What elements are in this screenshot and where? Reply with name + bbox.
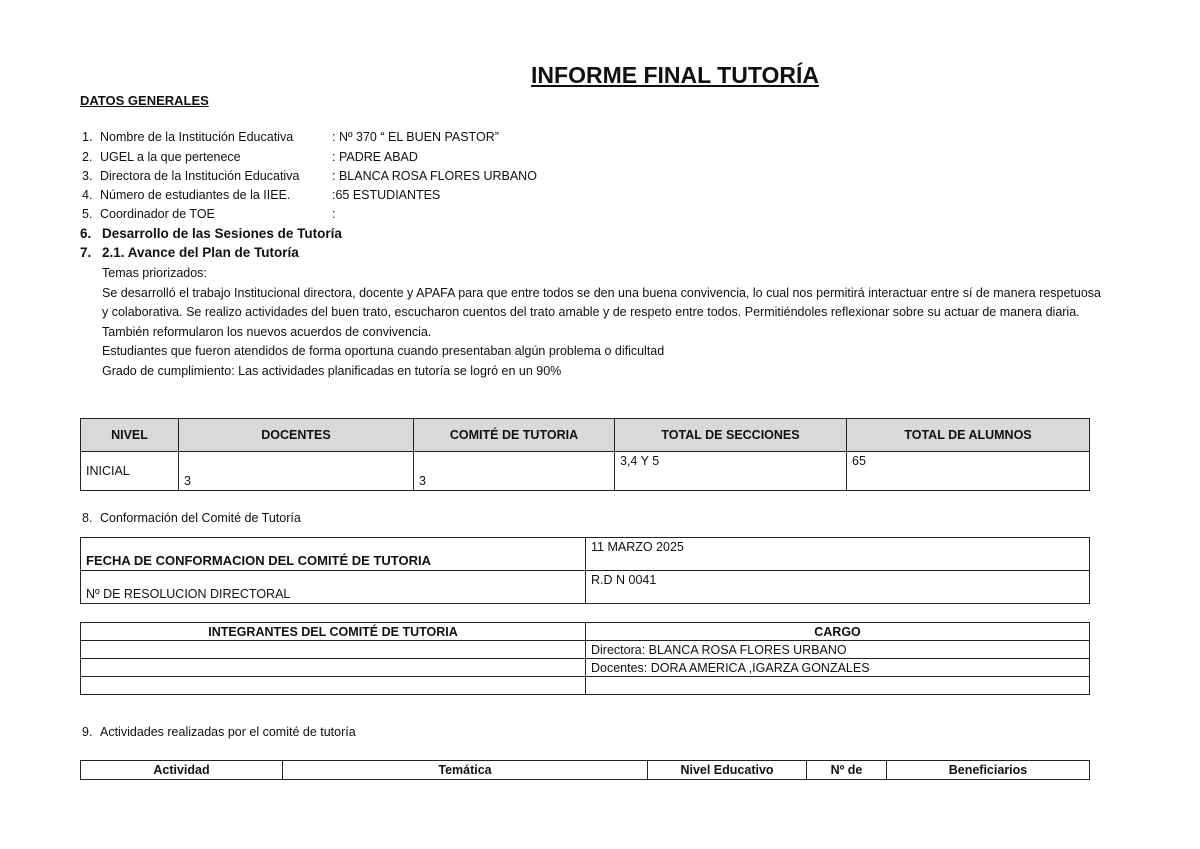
header-cell: DOCENTES — [179, 419, 414, 452]
integrante-cell — [81, 641, 586, 659]
header-cell: TOTAL DE ALUMNOS — [847, 419, 1090, 452]
resolucion-label: Nº DE RESOLUCION DIRECTORAL — [81, 571, 586, 604]
body-text — [102, 264, 1102, 381]
section-heading: DATOS GENERALES — [80, 93, 209, 108]
temas-label: Temas priorizados: — [102, 266, 207, 280]
item-6: 6. Desarrollo de las Sesiones de Tutoría — [80, 226, 342, 241]
table-row — [81, 571, 1090, 604]
resolucion-value: R.D N 0041 — [586, 571, 1090, 604]
conformacion-table — [80, 537, 1090, 604]
header-cell: CARGO — [586, 623, 1090, 641]
table-header-row — [81, 419, 1090, 452]
table-row — [81, 452, 1090, 491]
integrante-cell — [81, 677, 586, 695]
paragraph: Se desarrolló el trabajo Institucional directora, docente y APAFA para que entre todos se den una buena convivencia, lo cual nos permitirá interactuar entre sí de manera respetuosa y colaborativa. Se realizo actividades del buen trato, escucharon cuentos del trato amable y de respeto entre todos. Permitiéndoles reflexionar sobre su actuar de manera diaria. También reformularon los nuevos acuerdos de convivencia. — [102, 285, 1101, 339]
table-row — [81, 538, 1090, 571]
fecha-value: 11 MARZO 2025 — [586, 538, 1090, 571]
estudiantes-text: Estudiantes que fueron atendidos de forma oportuna cuando presentaban algún problema o dificultad — [102, 344, 665, 358]
fecha-label: FECHA DE CONFORMACION DEL COMITÉ DE TUTORIA — [81, 538, 586, 571]
header-cell: COMITÉ DE TUTORIA — [414, 419, 615, 452]
header-cell: Nivel Educativo — [648, 761, 807, 780]
header-cell: INTEGRANTES DEL COMITÉ DE TUTORIA — [81, 623, 586, 641]
header-cell: Nº de — [807, 761, 887, 780]
header-cell: NIVEL — [81, 419, 179, 452]
header-cell: Actividad — [81, 761, 283, 780]
general-item: 3. Directora de la Institución Educativa : BLANCA ROSA FLORES URBANO — [82, 169, 537, 183]
cell-secciones: 3,4 Y 5 — [615, 452, 847, 491]
general-item: 4. Número de estudiantes de la IIEE. :65 ESTUDIANTES — [82, 188, 441, 202]
item-8: 8. Conformación del Comité de Tutoría — [82, 511, 301, 525]
general-item: 1. Nombre de la Institución Educativa : Nº 370 “ EL BUEN PASTOR” — [82, 130, 499, 144]
cell-alumnos: 65 — [847, 452, 1090, 491]
table-row — [81, 641, 1090, 659]
integrante-cell — [81, 659, 586, 677]
table-row — [81, 677, 1090, 695]
document-title: INFORME FINAL TUTORÍA — [531, 62, 819, 88]
nivel-table — [80, 418, 1090, 491]
cargo-cell — [586, 677, 1090, 695]
header-cell: TOTAL DE SECCIONES — [615, 419, 847, 452]
actividades-table — [80, 760, 1090, 780]
cell-docentes: 3 — [179, 452, 414, 491]
grado-text: Grado de cumplimiento: Las actividades planificadas en tutoría se logró en un 90% — [102, 363, 562, 378]
table-header-row — [81, 623, 1090, 641]
general-item: 5. Coordinador de TOE : — [82, 207, 336, 221]
header-cell: Temática — [283, 761, 648, 780]
cargo-cell: Docentes: DORA AMERICA ,IGARZA GONZALES — [586, 659, 1090, 677]
item-7: 7. 2.1. Avance del Plan de Tutoría — [80, 245, 299, 260]
table-header-row — [81, 761, 1090, 780]
header-cell: Beneficiarios — [887, 761, 1090, 780]
item-9: 9. Actividades realizadas por el comité de tutoría — [82, 725, 356, 739]
integrantes-table — [80, 622, 1090, 695]
cell-comite: 3 — [414, 452, 615, 491]
general-item: 2. UGEL a la que pertenece : PADRE ABAD — [82, 150, 418, 164]
table-row — [81, 659, 1090, 677]
cargo-cell: Directora: BLANCA ROSA FLORES URBANO — [586, 641, 1090, 659]
cell-nivel: INICIAL — [81, 452, 179, 491]
